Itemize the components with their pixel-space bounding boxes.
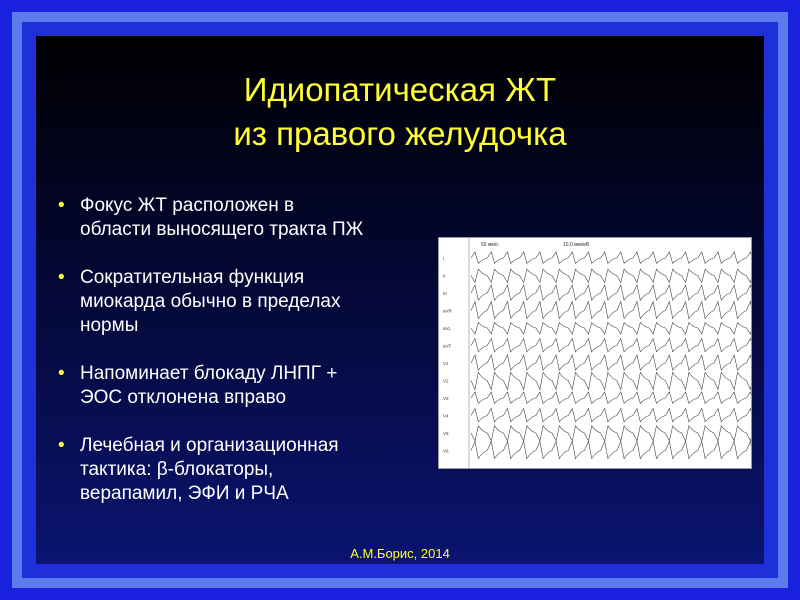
bullet-dot-icon: • — [58, 267, 65, 288]
bullet-line: ЭОС отклонена вправо — [80, 387, 287, 408]
ecg-lead-trace — [471, 302, 751, 319]
ecg-lead-label: V3 — [443, 396, 449, 401]
bullet-line: области выносящего тракта ПЖ — [80, 219, 364, 240]
ecg-lead-trace — [471, 442, 751, 459]
ecg-lead-trace — [471, 372, 751, 389]
ecg-lead-trace — [471, 252, 751, 263]
bullet-item — [56, 194, 426, 242]
bullet-line: нормы — [80, 315, 139, 336]
ecg-lead-trace — [471, 285, 751, 300]
slide-title-line2: из правого желудочка — [233, 115, 567, 152]
ecg-lead-label: III — [443, 291, 447, 296]
ecg-lead-trace — [471, 392, 751, 403]
bullet-line: верапамил, ЭФИ и РЧА — [80, 483, 289, 504]
ecg-lead-label: V4 — [443, 413, 449, 419]
ecg-lead-trace — [471, 409, 751, 422]
ecg-lead-label: aVR — [443, 308, 452, 314]
bullet-dot-icon: • — [58, 435, 65, 456]
bullet-item — [56, 266, 426, 338]
ecg-lead-trace — [471, 269, 751, 282]
bullet-item — [56, 362, 426, 410]
ecg-header-right: 10,0 мм/мВ — [563, 242, 590, 248]
ecg-lead-trace — [471, 355, 751, 370]
ecg-lead-label: V2 — [443, 378, 449, 384]
bullet-dot-icon: • — [58, 195, 65, 216]
bullet-list — [56, 194, 426, 530]
bullet-dot-icon: • — [58, 363, 65, 384]
ecg-lead-label: I — [443, 256, 445, 261]
ecg-lead-trace — [471, 339, 751, 352]
ecg-lead-label: V1 — [443, 361, 449, 366]
ecg-lead-label: V6 — [443, 448, 449, 454]
ecg-lead-label: II — [443, 273, 446, 279]
bullet-line: Сократительная функция — [80, 267, 305, 288]
ecg-lead-label: aVF — [443, 343, 452, 349]
bullet-line: миокарда обычно в пределах — [80, 291, 341, 312]
ecg-image — [438, 237, 752, 469]
bullet-line: Напоминает блокаду ЛНПГ + — [80, 363, 338, 384]
ecg-header-left: 50 мм/с — [481, 242, 499, 248]
bullet-line: Лечебная и организационная — [80, 435, 339, 456]
bullet-line: Фокус ЖТ расположен в — [80, 195, 295, 216]
ecg-lead-trace — [471, 323, 751, 334]
bullet-item — [56, 434, 426, 506]
ecg-tracing — [439, 238, 751, 468]
bullet-line: тактика: β-блокаторы, — [80, 459, 274, 480]
slide-title-line1: Идиопатическая ЖТ — [243, 71, 557, 108]
ecg-lead-label: aVL — [443, 326, 452, 331]
ecg-lead-trace — [471, 426, 751, 441]
footer-author: А.М.Борис, 2014 — [350, 546, 450, 561]
ecg-lead-label: V5 — [443, 431, 449, 436]
slide — [36, 36, 764, 564]
